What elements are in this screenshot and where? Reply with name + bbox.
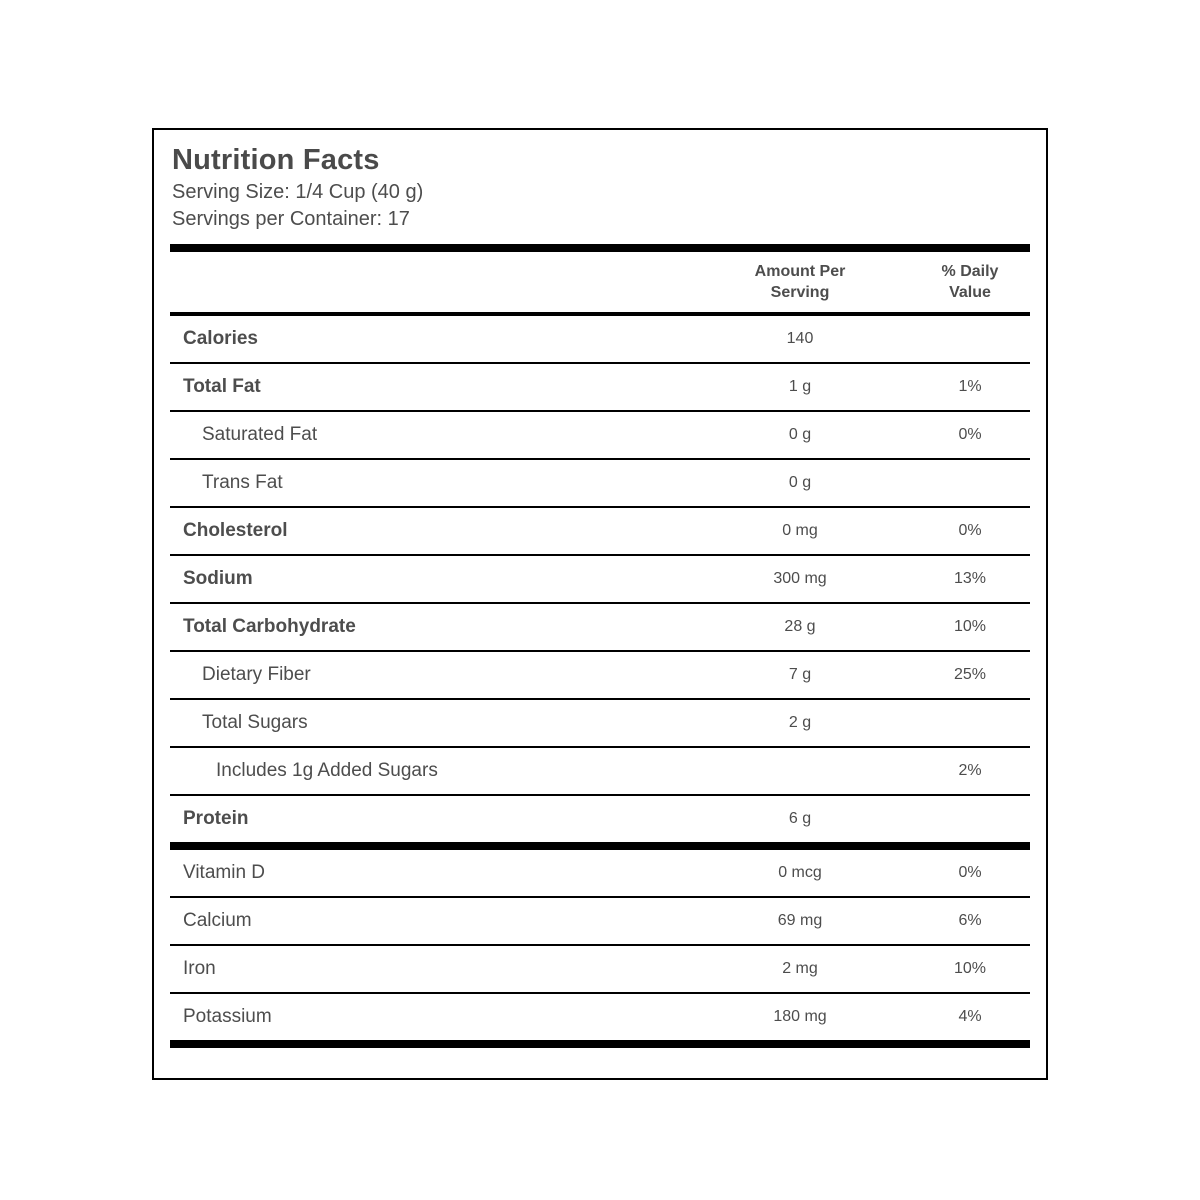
nutrient-daily-value: 13% <box>953 570 987 587</box>
nutrient-name: Total Carbohydrate <box>183 616 356 637</box>
nutrient-daily-value: 0% <box>958 522 982 539</box>
nutrient-name: Trans Fat <box>202 472 283 493</box>
nutrient-daily-value: 4% <box>958 1008 982 1025</box>
nutrient-row-sodium <box>170 556 1030 604</box>
nutrient-amount: 2 g <box>788 714 812 731</box>
column-header-row <box>170 252 1030 312</box>
nutrient-row-total-sugars <box>170 700 1030 748</box>
nutrient-name: Calcium <box>183 910 252 931</box>
amount-per-serving-header: Amount Per Serving <box>754 263 846 301</box>
nutrient-amount: 2 mg <box>782 960 818 977</box>
nutrient-row-total-fat <box>170 364 1030 412</box>
nutrient-daily-value: 2% <box>958 762 982 779</box>
nutrient-name: Vitamin D <box>183 862 266 883</box>
nutrient-row-calories <box>170 316 1030 364</box>
nutrient-daily-value: 25% <box>953 666 987 683</box>
nutrient-amount: 140 <box>786 330 814 347</box>
nutrient-row-trans-fat <box>170 460 1030 508</box>
servings-per-container-text: Servings per Container: 17 <box>172 208 410 230</box>
serving-size-text: Serving Size: 1/4 Cup (40 g) <box>172 181 424 203</box>
nutrient-name: Potassium <box>183 1006 272 1027</box>
nutrient-name: Iron <box>183 958 216 979</box>
label-header <box>154 130 1046 233</box>
nutrition-facts-label <box>152 128 1048 1080</box>
nutrient-row-cholesterol <box>170 508 1030 556</box>
nutrient-amount: 0 mg <box>782 522 818 539</box>
nutrient-row-calcium <box>170 898 1030 946</box>
column-header-amount <box>710 261 890 303</box>
nutrient-name: Cholesterol <box>183 520 288 541</box>
nutrient-daily-value: 0% <box>958 864 982 881</box>
nutrient-amount: 28 g <box>784 618 816 635</box>
percent-daily-value-header: % Daily Value <box>941 263 999 301</box>
nutrient-daily-value: 6% <box>958 912 982 929</box>
nutrient-name: Includes 1g Added Sugars <box>216 760 438 781</box>
nutrient-amount: 0 g <box>788 426 812 443</box>
nutrient-row-includes-1g-added-sugars <box>170 748 1030 796</box>
nutrient-amount: 180 mg <box>773 1008 827 1025</box>
divider-thick <box>170 842 1030 850</box>
nutrient-amount: 0 mcg <box>778 864 822 881</box>
nutrient-daily-value: 0% <box>958 426 982 443</box>
nutrient-row-dietary-fiber <box>170 652 1030 700</box>
nutrient-amount: 6 g <box>788 810 812 827</box>
nutrient-name: Dietary Fiber <box>202 664 311 685</box>
nutrient-daily-value: 1% <box>958 378 982 395</box>
nutrient-rows <box>170 316 1030 1048</box>
nutrient-daily-value: 10% <box>953 618 987 635</box>
divider-thick-top <box>170 244 1030 252</box>
nutrient-row-total-carbohydrate <box>170 604 1030 652</box>
nutrient-row-iron <box>170 946 1030 994</box>
nutrient-row-saturated-fat <box>170 412 1030 460</box>
nutrient-amount: 1 g <box>788 378 812 395</box>
column-header-daily-value <box>910 261 1030 303</box>
nutrient-amount: 300 mg <box>773 570 827 587</box>
nutrient-name: Total Fat <box>183 376 261 397</box>
nutrient-row-protein <box>170 796 1030 842</box>
nutrient-name: Total Sugars <box>202 712 308 733</box>
divider-thick <box>170 1040 1030 1048</box>
nutrient-name: Sodium <box>183 568 253 589</box>
label-title: Nutrition Facts <box>172 144 380 176</box>
nutrient-row-potassium <box>170 994 1030 1040</box>
nutrient-amount: 0 g <box>788 474 812 491</box>
nutrient-amount: 7 g <box>788 666 812 683</box>
nutrient-row-vitamin-d <box>170 850 1030 898</box>
nutrient-name: Protein <box>183 808 249 829</box>
nutrient-name: Saturated Fat <box>202 424 318 445</box>
nutrient-amount: 69 mg <box>777 912 823 929</box>
nutrient-name: Calories <box>183 328 258 349</box>
nutrient-daily-value: 10% <box>953 960 987 977</box>
